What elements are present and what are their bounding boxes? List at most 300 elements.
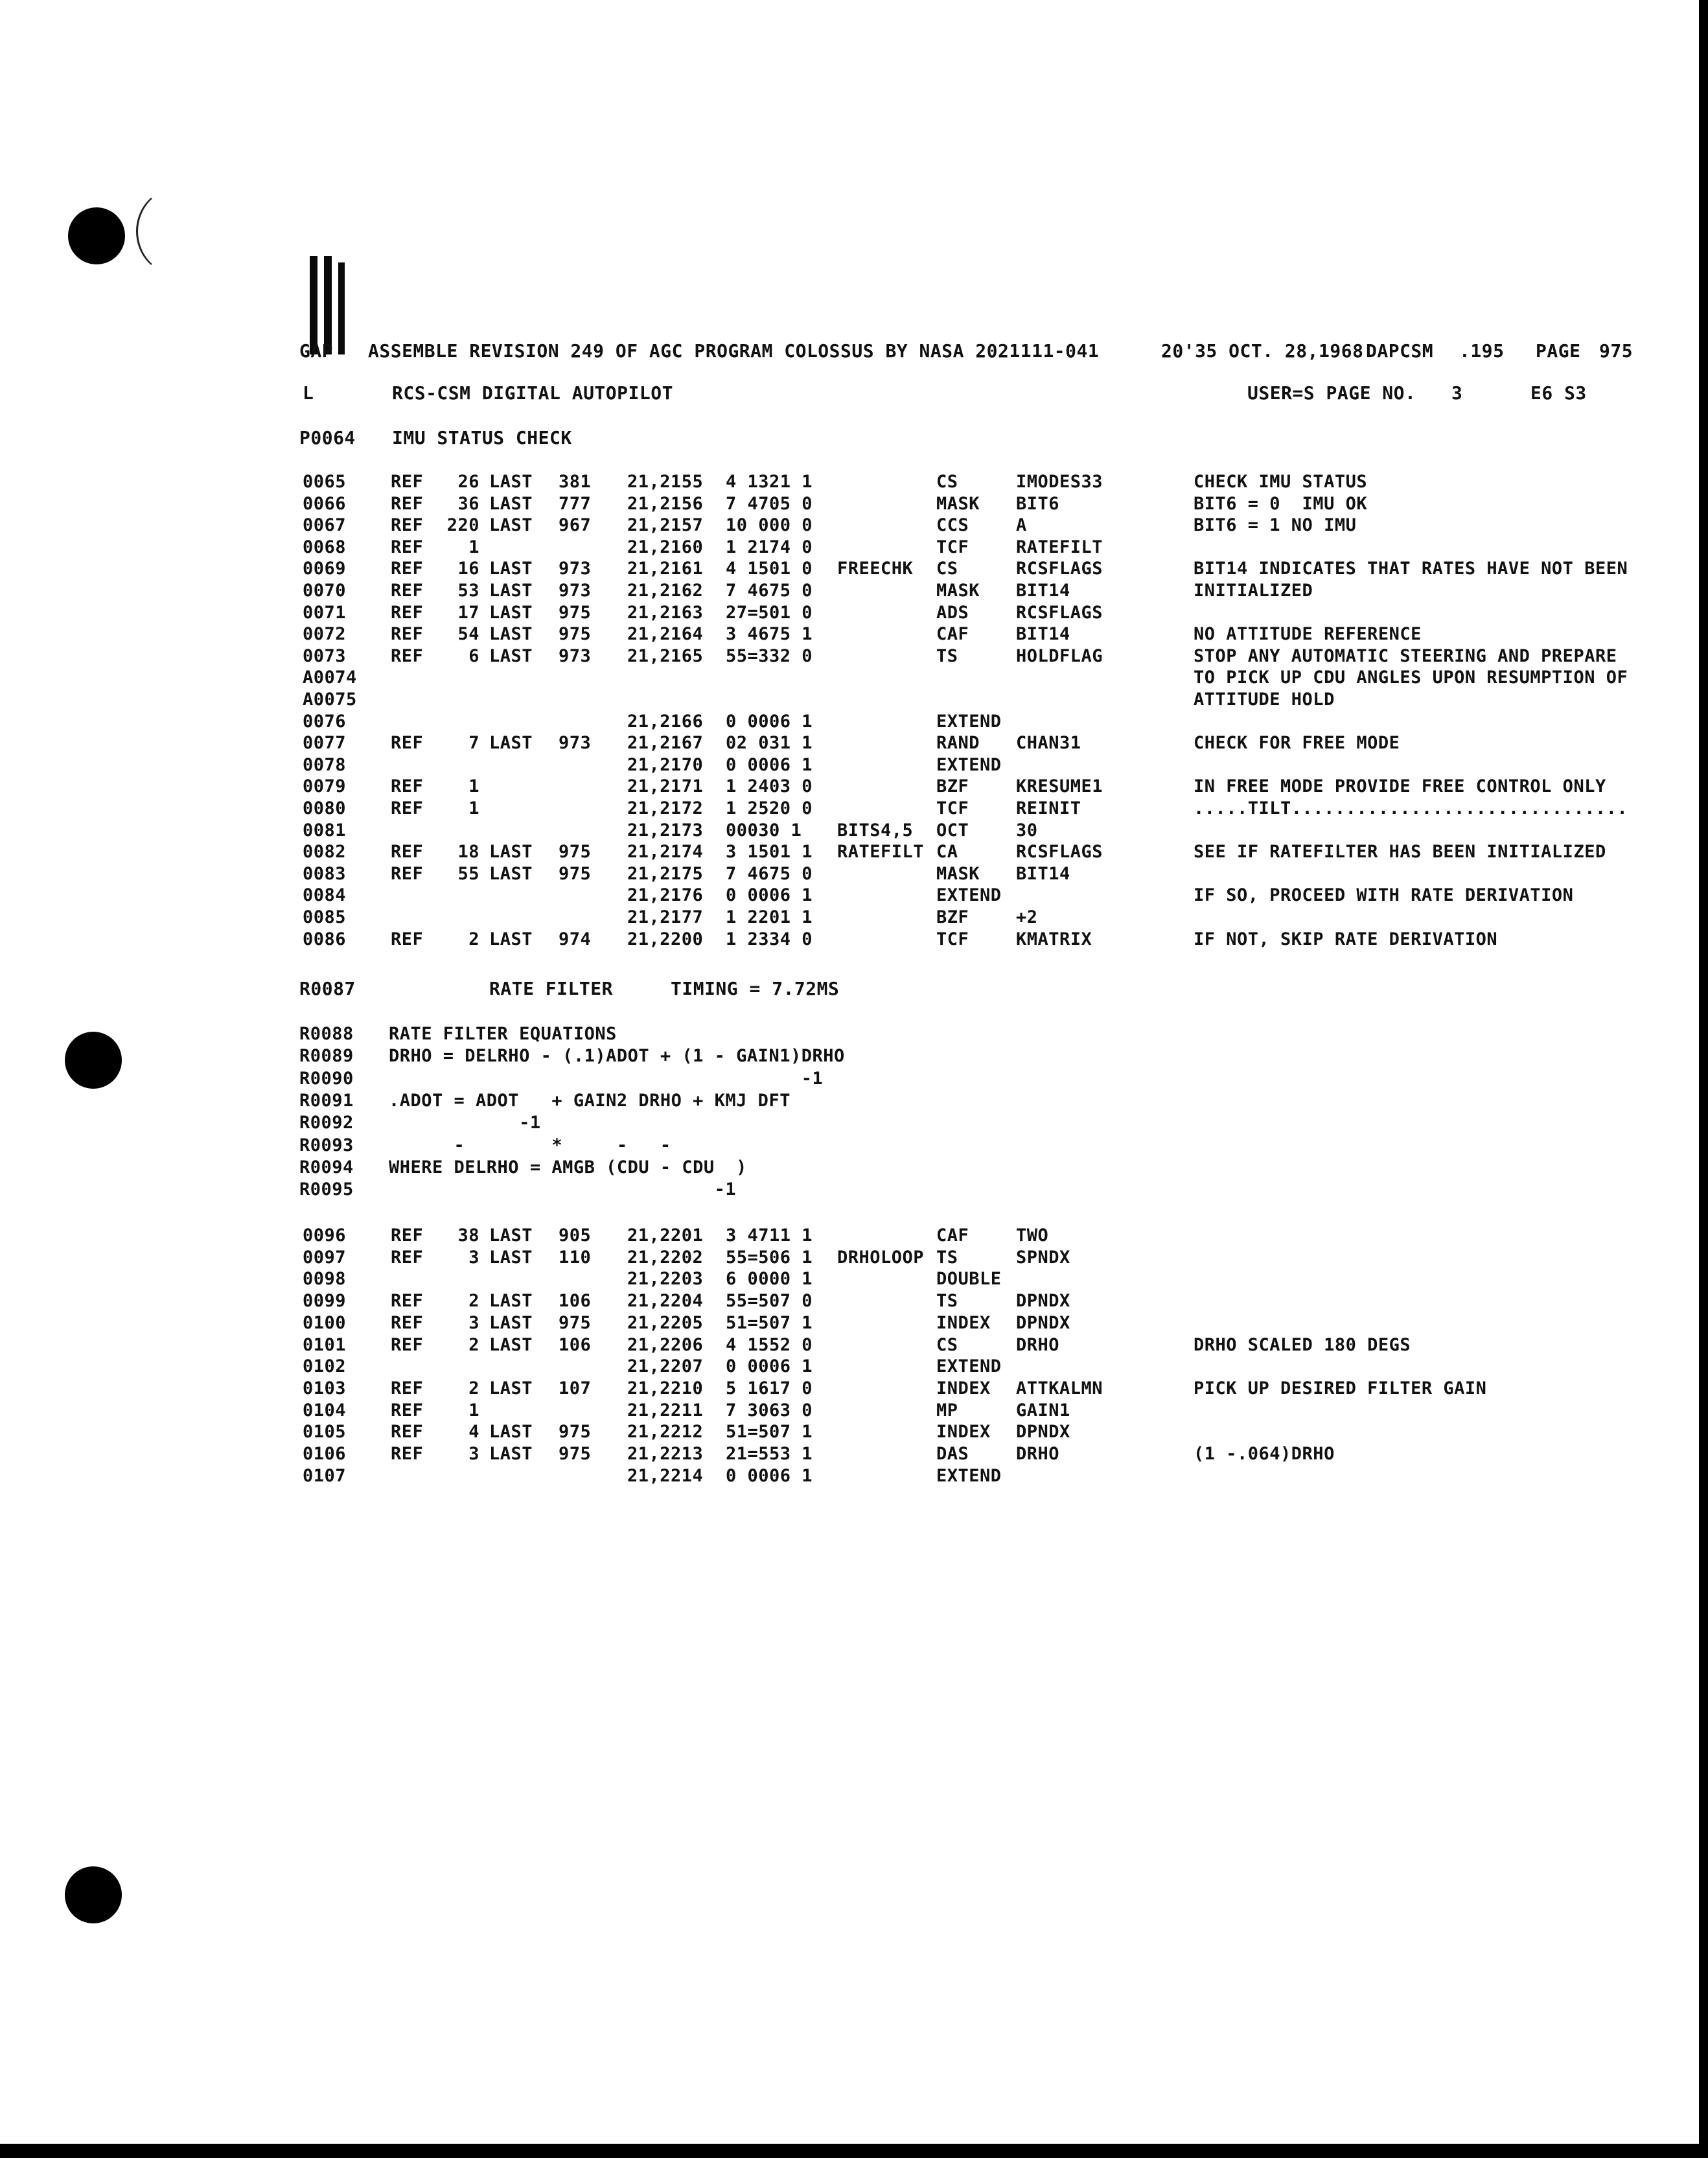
row-seq-number: 0065: [303, 472, 347, 492]
row-ref-marker: REF: [391, 1247, 424, 1268]
row-ref-count: 6: [468, 645, 479, 666]
row-comment: CHECK IMU STATUS: [1194, 472, 1368, 492]
row-address: 21,2204: [627, 1291, 704, 1312]
row-seq-number: 0100: [303, 1312, 347, 1333]
row-comment: .....TILT...............................: [1194, 798, 1628, 818]
subheader-flag: L: [303, 382, 314, 404]
subheader-ref: E6 S3: [1530, 382, 1587, 404]
row-operand: ATTKALMN: [1016, 1378, 1103, 1398]
row-seq-number: 0084: [303, 885, 347, 906]
punch-hole-middle: [65, 1032, 122, 1089]
row-last-label: LAST: [489, 929, 533, 949]
row-operand: BIT14: [1016, 581, 1070, 601]
row-address: 21,2166: [627, 711, 704, 732]
row-seq-number: 0071: [303, 602, 347, 623]
row-octal-code: 5 1617 0: [726, 1378, 813, 1398]
row-opcode: EXTEND: [936, 754, 1002, 775]
row-comment: NO ATTITUDE REFERENCE: [1194, 624, 1422, 645]
row-ref-marker: REF: [391, 645, 424, 666]
row-last-label: LAST: [489, 1291, 533, 1312]
header-marker: GAP: [299, 340, 334, 362]
row-last-page: 975: [559, 1312, 592, 1333]
row-tag-label: FREECHK: [837, 559, 914, 579]
row-ref-marker: REF: [391, 602, 424, 623]
row-ref-count: 16: [457, 559, 479, 579]
row-opcode: MASK: [936, 863, 980, 884]
row-seq-number: 0077: [303, 733, 347, 754]
punch-hole-top: [68, 207, 125, 264]
equation-text: -1: [389, 1068, 824, 1089]
row-octal-code: 7 4675 0: [726, 863, 813, 884]
row-octal-code: 27=501 0: [726, 602, 813, 623]
row-ref-count: 3: [468, 1444, 479, 1464]
row-last-page: 381: [559, 472, 592, 492]
row-opcode: INDEX: [936, 1378, 991, 1398]
row-ref-marker: REF: [391, 929, 424, 949]
row-octal-code: 7 4675 0: [726, 581, 813, 601]
row-octal-code: 1 2334 0: [726, 929, 813, 949]
row-comment: TO PICK UP CDU ANGLES UPON RESUMPTION OF: [1194, 667, 1628, 688]
row-seq-number: 0099: [303, 1291, 347, 1312]
section-title: IMU STATUS CHECK: [392, 427, 572, 448]
row-seq-number: 0083: [303, 863, 347, 884]
row-seq-number: 0082: [303, 842, 347, 863]
row-last-page: 973: [559, 581, 592, 601]
row-ref-count: 1: [468, 776, 479, 797]
row-last-page: 975: [559, 1444, 592, 1464]
row-seq-number: 0069: [303, 559, 347, 579]
row-address: 21,2206: [627, 1334, 704, 1355]
equation-id: R0095: [299, 1179, 354, 1200]
row-octal-code: 55=332 0: [726, 645, 813, 666]
row-ref-count: 1: [468, 1400, 479, 1421]
row-address: 21,2213: [627, 1444, 704, 1464]
equation-text: .ADOT = ADOT + GAIN2 DRHO + KMJ DFT: [389, 1090, 791, 1111]
header-program: DAPCSM: [1366, 340, 1434, 362]
row-address: 21,2171: [627, 776, 704, 797]
row-comment: SEE IF RATEFILTER HAS BEEN INITIALIZED: [1194, 842, 1606, 863]
row-seq-number: 0079: [303, 776, 347, 797]
row-octal-code: 21=553 1: [726, 1444, 813, 1464]
row-last-page: 973: [559, 645, 592, 666]
row-seq-number: 0098: [303, 1269, 347, 1290]
equation-text: DRHO = DELRHO - (.1)ADOT + (1 - GAIN1)DRHO: [389, 1046, 845, 1067]
row-seq-number: 0097: [303, 1247, 347, 1268]
row-opcode: TCF: [936, 537, 969, 557]
row-seq-number: 0078: [303, 754, 347, 775]
row-operand: DRHO: [1016, 1444, 1060, 1464]
header-page-number: 975: [1599, 340, 1633, 362]
row-operand: DRHO: [1016, 1334, 1060, 1355]
row-ref-count: 2: [468, 1334, 479, 1355]
row-ref-count: 36: [457, 493, 479, 514]
row-last-label: LAST: [489, 581, 533, 601]
row-octal-code: 0 0006 1: [726, 1356, 813, 1377]
row-ref-marker: REF: [391, 1225, 424, 1246]
row-comment: BIT6 = 1 NO IMU: [1194, 515, 1357, 536]
row-ref-count: 38: [457, 1225, 479, 1246]
row-seq-number: 0080: [303, 798, 347, 818]
row-octal-code: 3 1501 1: [726, 842, 813, 863]
row-ref-marker: REF: [391, 581, 424, 601]
row-seq-number: 0102: [303, 1356, 347, 1377]
row-octal-code: 0 0006 1: [726, 711, 813, 732]
row-octal-code: 1 2201 1: [726, 907, 813, 927]
row-address: 21,2174: [627, 842, 704, 863]
row-ref-count: 4: [468, 1422, 479, 1443]
punch-hole-ring: [136, 188, 217, 275]
row-octal-code: 1 2174 0: [726, 537, 813, 557]
row-address: 21,2203: [627, 1269, 704, 1290]
row-ref-count: 53: [457, 581, 479, 601]
row-octal-code: 4 1321 1: [726, 472, 813, 492]
row-address: 21,2200: [627, 929, 704, 949]
row-opcode: CAF: [936, 1225, 969, 1246]
row-seq-number: 0096: [303, 1225, 347, 1246]
row-ref-count: 1: [468, 798, 479, 818]
row-operand: HOLDFLAG: [1016, 645, 1103, 666]
row-address: 21,2161: [627, 559, 704, 579]
row-ref-marker: REF: [391, 472, 424, 492]
row-comment: IF NOT, SKIP RATE DERIVATION: [1194, 929, 1498, 949]
scan-edge-bottom: [0, 2144, 1708, 2158]
row-opcode: MP: [936, 1400, 958, 1421]
row-address: 21,2177: [627, 907, 704, 927]
row-seq-number: 0072: [303, 624, 347, 645]
row-operand: KMATRIX: [1016, 929, 1092, 949]
row-ref-count: 2: [468, 929, 479, 949]
row-octal-code: 3 4711 1: [726, 1225, 813, 1246]
row-last-page: 110: [559, 1247, 592, 1268]
row-ref-marker: REF: [391, 863, 424, 884]
row-last-label: LAST: [489, 1444, 533, 1464]
row-opcode: CS: [936, 472, 958, 492]
row-ref-count: 54: [457, 624, 479, 645]
row-ref-count: 55: [457, 863, 479, 884]
row-opcode: TCF: [936, 929, 969, 949]
row-ref-marker: REF: [391, 1422, 424, 1443]
row-operand: DPNDX: [1016, 1291, 1070, 1312]
row-last-page: 975: [559, 1422, 592, 1443]
row-last-page: 975: [559, 863, 592, 884]
row-opcode: CCS: [936, 515, 969, 536]
header-datetime: 20'35 OCT. 28,1968: [1161, 340, 1364, 362]
equation-id: R0089: [299, 1046, 354, 1067]
row-seq-number: 0085: [303, 907, 347, 927]
margin-bar-3: [338, 262, 345, 354]
row-opcode: TS: [936, 1247, 958, 1268]
row-ref-marker: REF: [391, 842, 424, 863]
row-opcode: TCF: [936, 798, 969, 818]
row-last-label: LAST: [489, 1378, 533, 1398]
row-operand: IMODES33: [1016, 472, 1103, 492]
row-last-label: LAST: [489, 515, 533, 536]
equation-id: R0093: [299, 1135, 354, 1155]
row-seq-number: 0101: [303, 1334, 347, 1355]
row-ref-count: 3: [468, 1312, 479, 1333]
subheader-user-page-number: 3: [1451, 382, 1463, 404]
row-octal-code: 4 1501 0: [726, 559, 813, 579]
subheader-section: RCS-CSM DIGITAL AUTOPILOT: [392, 382, 673, 404]
equation-text: - * - -: [389, 1135, 671, 1155]
row-octal-code: 00030 1: [726, 820, 802, 841]
row-octal-code: 51=507 1: [726, 1422, 813, 1443]
row-seq-number: 0068: [303, 537, 347, 557]
row-opcode: OCT: [936, 820, 969, 841]
row-opcode: EXTEND: [936, 1465, 1002, 1486]
row-address: 21,2165: [627, 645, 704, 666]
row-tag-label: BITS4,5: [837, 820, 914, 841]
row-ref-marker: REF: [391, 515, 424, 536]
row-address: 21,2212: [627, 1422, 704, 1443]
row-seq-number: A0075: [303, 690, 357, 710]
row-operand: SPNDX: [1016, 1247, 1070, 1268]
row-address: 21,2172: [627, 798, 704, 818]
row-comment: PICK UP DESIRED FILTER GAIN: [1194, 1378, 1487, 1398]
row-opcode: MASK: [936, 493, 980, 514]
row-opcode: TS: [936, 645, 958, 666]
row-last-page: 106: [559, 1334, 592, 1355]
row-comment: ATTITUDE HOLD: [1194, 690, 1335, 710]
row-opcode: EXTEND: [936, 711, 1002, 732]
row-operand: RATEFILT: [1016, 537, 1103, 557]
row-opcode: CS: [936, 559, 958, 579]
row-ref-marker: REF: [391, 1444, 424, 1464]
row-operand: RCSFLAGS: [1016, 602, 1103, 623]
row-last-label: LAST: [489, 733, 533, 754]
row-last-label: LAST: [489, 559, 533, 579]
row-seq-number: 0103: [303, 1378, 347, 1398]
row-octal-code: 0 0006 1: [726, 1465, 813, 1486]
row-comment: (1 -.064)DRHO: [1194, 1444, 1335, 1464]
row-seq-number: 0073: [303, 645, 347, 666]
row-comment: STOP ANY AUTOMATIC STEERING AND PREPARE: [1194, 645, 1617, 666]
row-opcode: CA: [936, 842, 958, 863]
row-opcode: DOUBLE: [936, 1269, 1002, 1290]
row-last-page: 975: [559, 624, 592, 645]
row-operand: RCSFLAGS: [1016, 559, 1103, 579]
row-last-page: 973: [559, 559, 592, 579]
row-octal-code: 1 2403 0: [726, 776, 813, 797]
row-last-page: 777: [559, 493, 592, 514]
section-id: P0064: [299, 427, 356, 448]
equation-id: R0090: [299, 1068, 354, 1089]
row-last-label: LAST: [489, 472, 533, 492]
row-seq-number: 0067: [303, 515, 347, 536]
row-operand: KRESUME1: [1016, 776, 1103, 797]
rate-filter-timing: TIMING = 7.72MS: [671, 978, 840, 999]
equation-id: R0092: [299, 1113, 354, 1133]
row-address: 21,2202: [627, 1247, 704, 1268]
row-comment: INITIALIZED: [1194, 581, 1313, 601]
row-ref-count: 18: [457, 842, 479, 863]
row-last-label: LAST: [489, 1247, 533, 1268]
row-ref-marker: REF: [391, 559, 424, 579]
row-last-page: 974: [559, 929, 592, 949]
rate-filter-id: R0087: [299, 978, 356, 999]
equation-id: R0094: [299, 1157, 354, 1178]
row-operand: RCSFLAGS: [1016, 842, 1103, 863]
row-address: 21,2205: [627, 1312, 704, 1333]
row-operand: BIT14: [1016, 863, 1070, 884]
row-ref-count: 7: [468, 733, 479, 754]
row-opcode: ADS: [936, 602, 969, 623]
row-address: 21,2163: [627, 602, 704, 623]
equation-text: -1: [389, 1113, 541, 1133]
row-seq-number: 0086: [303, 929, 347, 949]
row-octal-code: 6 0000 1: [726, 1269, 813, 1290]
header-page-label: PAGE: [1536, 340, 1581, 362]
row-ref-marker: REF: [391, 1291, 424, 1312]
row-octal-code: 1 2520 0: [726, 798, 813, 818]
row-ref-marker: REF: [391, 1400, 424, 1421]
row-opcode: BZF: [936, 776, 969, 797]
row-last-label: LAST: [489, 645, 533, 666]
row-operand: 30: [1016, 820, 1038, 841]
row-seq-number: 0104: [303, 1400, 347, 1421]
row-octal-code: 55=507 0: [726, 1291, 813, 1312]
row-address: 21,2167: [627, 733, 704, 754]
row-opcode: RAND: [936, 733, 980, 754]
row-ref-marker: REF: [391, 1312, 424, 1333]
row-address: 21,2164: [627, 624, 704, 645]
row-ref-count: 26: [457, 472, 479, 492]
row-last-label: LAST: [489, 842, 533, 863]
row-ref-marker: REF: [391, 624, 424, 645]
row-opcode: INDEX: [936, 1422, 991, 1443]
row-address: 21,2207: [627, 1356, 704, 1377]
row-ref-marker: REF: [391, 733, 424, 754]
row-last-page: 106: [559, 1291, 592, 1312]
row-seq-number: 0066: [303, 493, 347, 514]
row-last-label: LAST: [489, 1225, 533, 1246]
row-address: 21,2176: [627, 885, 704, 906]
scan-edge-right: [1699, 0, 1708, 2158]
row-opcode: EXTEND: [936, 1356, 1002, 1377]
row-address: 21,2214: [627, 1465, 704, 1486]
equation-text: -1: [389, 1179, 737, 1200]
row-seq-number: A0074: [303, 667, 357, 688]
row-address: 21,2157: [627, 515, 704, 536]
row-last-label: LAST: [489, 602, 533, 623]
row-opcode: BZF: [936, 907, 969, 927]
row-last-label: LAST: [489, 1312, 533, 1333]
row-ref-marker: REF: [391, 776, 424, 797]
equation-text: RATE FILTER EQUATIONS: [389, 1024, 617, 1044]
row-operand: +2: [1016, 907, 1038, 927]
row-operand: GAIN1: [1016, 1400, 1070, 1421]
row-seq-number: 0076: [303, 711, 347, 732]
row-address: 21,2160: [627, 537, 704, 557]
row-ref-marker: REF: [391, 537, 424, 557]
row-operand: A: [1016, 515, 1027, 536]
equation-id: R0091: [299, 1090, 354, 1111]
row-opcode: CS: [936, 1334, 958, 1355]
row-octal-code: 55=506 1: [726, 1247, 813, 1268]
row-address: 21,2210: [627, 1378, 704, 1398]
row-ref-count: 3: [468, 1247, 479, 1268]
row-ref-count: 17: [457, 602, 479, 623]
row-octal-code: 51=507 1: [726, 1312, 813, 1333]
header-version: .195: [1459, 340, 1505, 362]
row-seq-number: 0070: [303, 581, 347, 601]
row-opcode: MASK: [936, 581, 980, 601]
row-address: 21,2173: [627, 820, 704, 841]
row-last-page: 107: [559, 1378, 592, 1398]
row-comment: IN FREE MODE PROVIDE FREE CONTROL ONLY: [1194, 776, 1606, 797]
row-ref-count: 2: [468, 1291, 479, 1312]
rate-filter-title: RATE FILTER: [489, 978, 613, 999]
row-last-label: LAST: [489, 1334, 533, 1355]
row-tag-label: DRHOLOOP: [837, 1247, 925, 1268]
equation-text: WHERE DELRHO = AMGB (CDU - CDU ): [389, 1157, 747, 1178]
row-opcode: INDEX: [936, 1312, 991, 1333]
row-operand: BIT14: [1016, 624, 1070, 645]
row-ref-count: 220: [446, 515, 479, 536]
row-seq-number: 0106: [303, 1444, 347, 1464]
row-operand: TWO: [1016, 1225, 1049, 1246]
row-comment: DRHO SCALED 180 DEGS: [1194, 1334, 1411, 1355]
row-last-label: LAST: [489, 863, 533, 884]
row-address: 21,2201: [627, 1225, 704, 1246]
row-opcode: DAS: [936, 1444, 969, 1464]
row-comment: BIT6 = 0 IMU OK: [1194, 493, 1368, 514]
row-comment: BIT14 INDICATES THAT RATES HAVE NOT BEEN: [1194, 559, 1628, 579]
row-comment: IF SO, PROCEED WITH RATE DERIVATION: [1194, 885, 1574, 906]
row-opcode: TS: [936, 1291, 958, 1312]
row-seq-number: 0107: [303, 1465, 347, 1486]
row-octal-code: 4 1552 0: [726, 1334, 813, 1355]
row-last-page: 967: [559, 515, 592, 536]
row-ref-marker: REF: [391, 493, 424, 514]
row-address: 21,2175: [627, 863, 704, 884]
row-comment: CHECK FOR FREE MODE: [1194, 733, 1400, 754]
row-octal-code: 0 0006 1: [726, 885, 813, 906]
row-operand: DPNDX: [1016, 1422, 1070, 1443]
row-ref-count: 2: [468, 1378, 479, 1398]
row-opcode: EXTEND: [936, 885, 1002, 906]
row-octal-code: 7 3063 0: [726, 1400, 813, 1421]
row-last-page: 975: [559, 602, 592, 623]
row-address: 21,2156: [627, 493, 704, 514]
row-last-label: LAST: [489, 1422, 533, 1443]
row-ref-marker: REF: [391, 1334, 424, 1355]
row-ref-marker: REF: [391, 1378, 424, 1398]
row-last-page: 975: [559, 842, 592, 863]
subheader-user-page-label: USER=S PAGE NO.: [1247, 382, 1416, 404]
row-address: 21,2170: [627, 754, 704, 775]
row-operand: REINIT: [1016, 798, 1081, 818]
row-ref-marker: REF: [391, 798, 424, 818]
row-ref-count: 1: [468, 537, 479, 557]
row-tag-label: RATEFILT: [837, 842, 925, 863]
row-last-label: LAST: [489, 493, 533, 514]
row-octal-code: 02 031 1: [726, 733, 813, 754]
row-operand: DPNDX: [1016, 1312, 1070, 1333]
row-operand: CHAN31: [1016, 733, 1081, 754]
row-octal-code: 10 000 0: [726, 515, 813, 536]
row-address: 21,2211: [627, 1400, 704, 1421]
row-opcode: CAF: [936, 624, 969, 645]
row-last-page: 905: [559, 1225, 592, 1246]
header-title: ASSEMBLE REVISION 249 OF AGC PROGRAM COLOSSUS BY NASA 2021111-041: [368, 340, 1100, 362]
row-octal-code: 0 0006 1: [726, 754, 813, 775]
row-octal-code: 3 4675 1: [726, 624, 813, 645]
punch-hole-bottom: [65, 1866, 122, 1923]
row-last-label: LAST: [489, 624, 533, 645]
row-address: 21,2162: [627, 581, 704, 601]
row-seq-number: 0081: [303, 820, 347, 841]
